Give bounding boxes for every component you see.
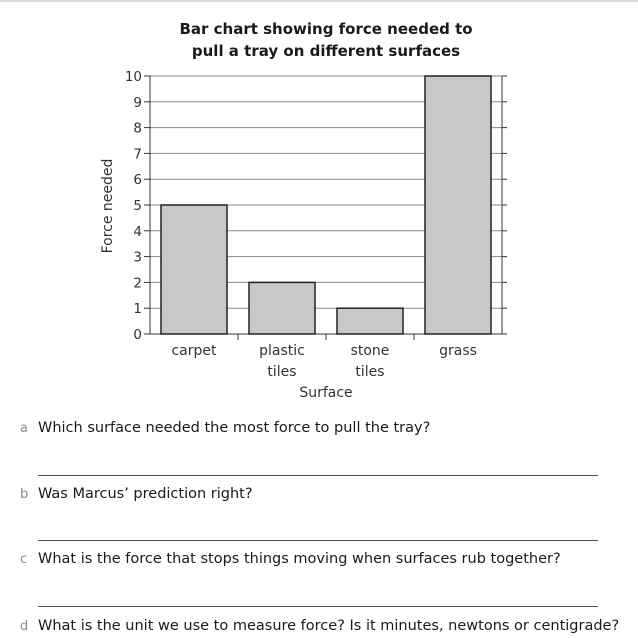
bar	[337, 308, 403, 334]
question-letter: b	[20, 487, 29, 502]
x-category-label-line2: tiles	[355, 364, 385, 380]
x-category-label: stone	[350, 343, 390, 359]
question-letter: a	[20, 421, 28, 436]
question-text: What is the force that stops things moving when surfaces rub together?	[38, 551, 561, 567]
chart-title-line1: Bar chart showing force needed to	[179, 20, 473, 38]
y-tick-label: 6	[133, 172, 142, 189]
question-a	[20, 420, 430, 436]
y-tick-label: 8	[133, 120, 142, 137]
y-tick-label: 3	[133, 249, 142, 266]
bar	[161, 205, 227, 334]
question-text: Was Marcus’ prediction right?	[38, 486, 253, 502]
answer-line-c[interactable]	[38, 606, 598, 607]
question-b	[20, 486, 253, 502]
answer-line-a[interactable]	[38, 475, 598, 476]
y-tick-label: 1	[133, 301, 142, 318]
x-axis-title: Surface	[299, 385, 353, 401]
y-tick-label: 10	[124, 69, 142, 85]
y-tick-label: 5	[133, 198, 142, 214]
question-text: Which surface needed the most force to pull the tray?	[38, 420, 431, 436]
bar	[425, 76, 491, 334]
question-d	[20, 618, 619, 634]
question-c	[20, 551, 561, 567]
y-tick-label: 0	[133, 327, 142, 343]
question-letter: c	[20, 552, 28, 567]
x-category-label: grass	[439, 343, 477, 359]
y-tick-label: 4	[133, 223, 142, 240]
x-category-label: plastic	[259, 343, 305, 359]
chart-title-line2: pull a tray on different surfaces	[191, 42, 461, 60]
y-tick-label: 7	[133, 146, 142, 163]
x-category-label-line2: tiles	[267, 364, 297, 380]
bar	[249, 282, 315, 334]
x-category-label: carpet	[171, 343, 217, 359]
answer-line-b[interactable]	[38, 540, 598, 541]
y-tick-label: 9	[133, 94, 142, 111]
question-text: What is the unit we use to measure force? Is it minutes, newtons or centigrade?	[38, 618, 620, 634]
y-axis-title: Force needed	[100, 158, 116, 254]
y-tick-label: 2	[133, 275, 142, 292]
question-letter: d	[20, 619, 29, 634]
